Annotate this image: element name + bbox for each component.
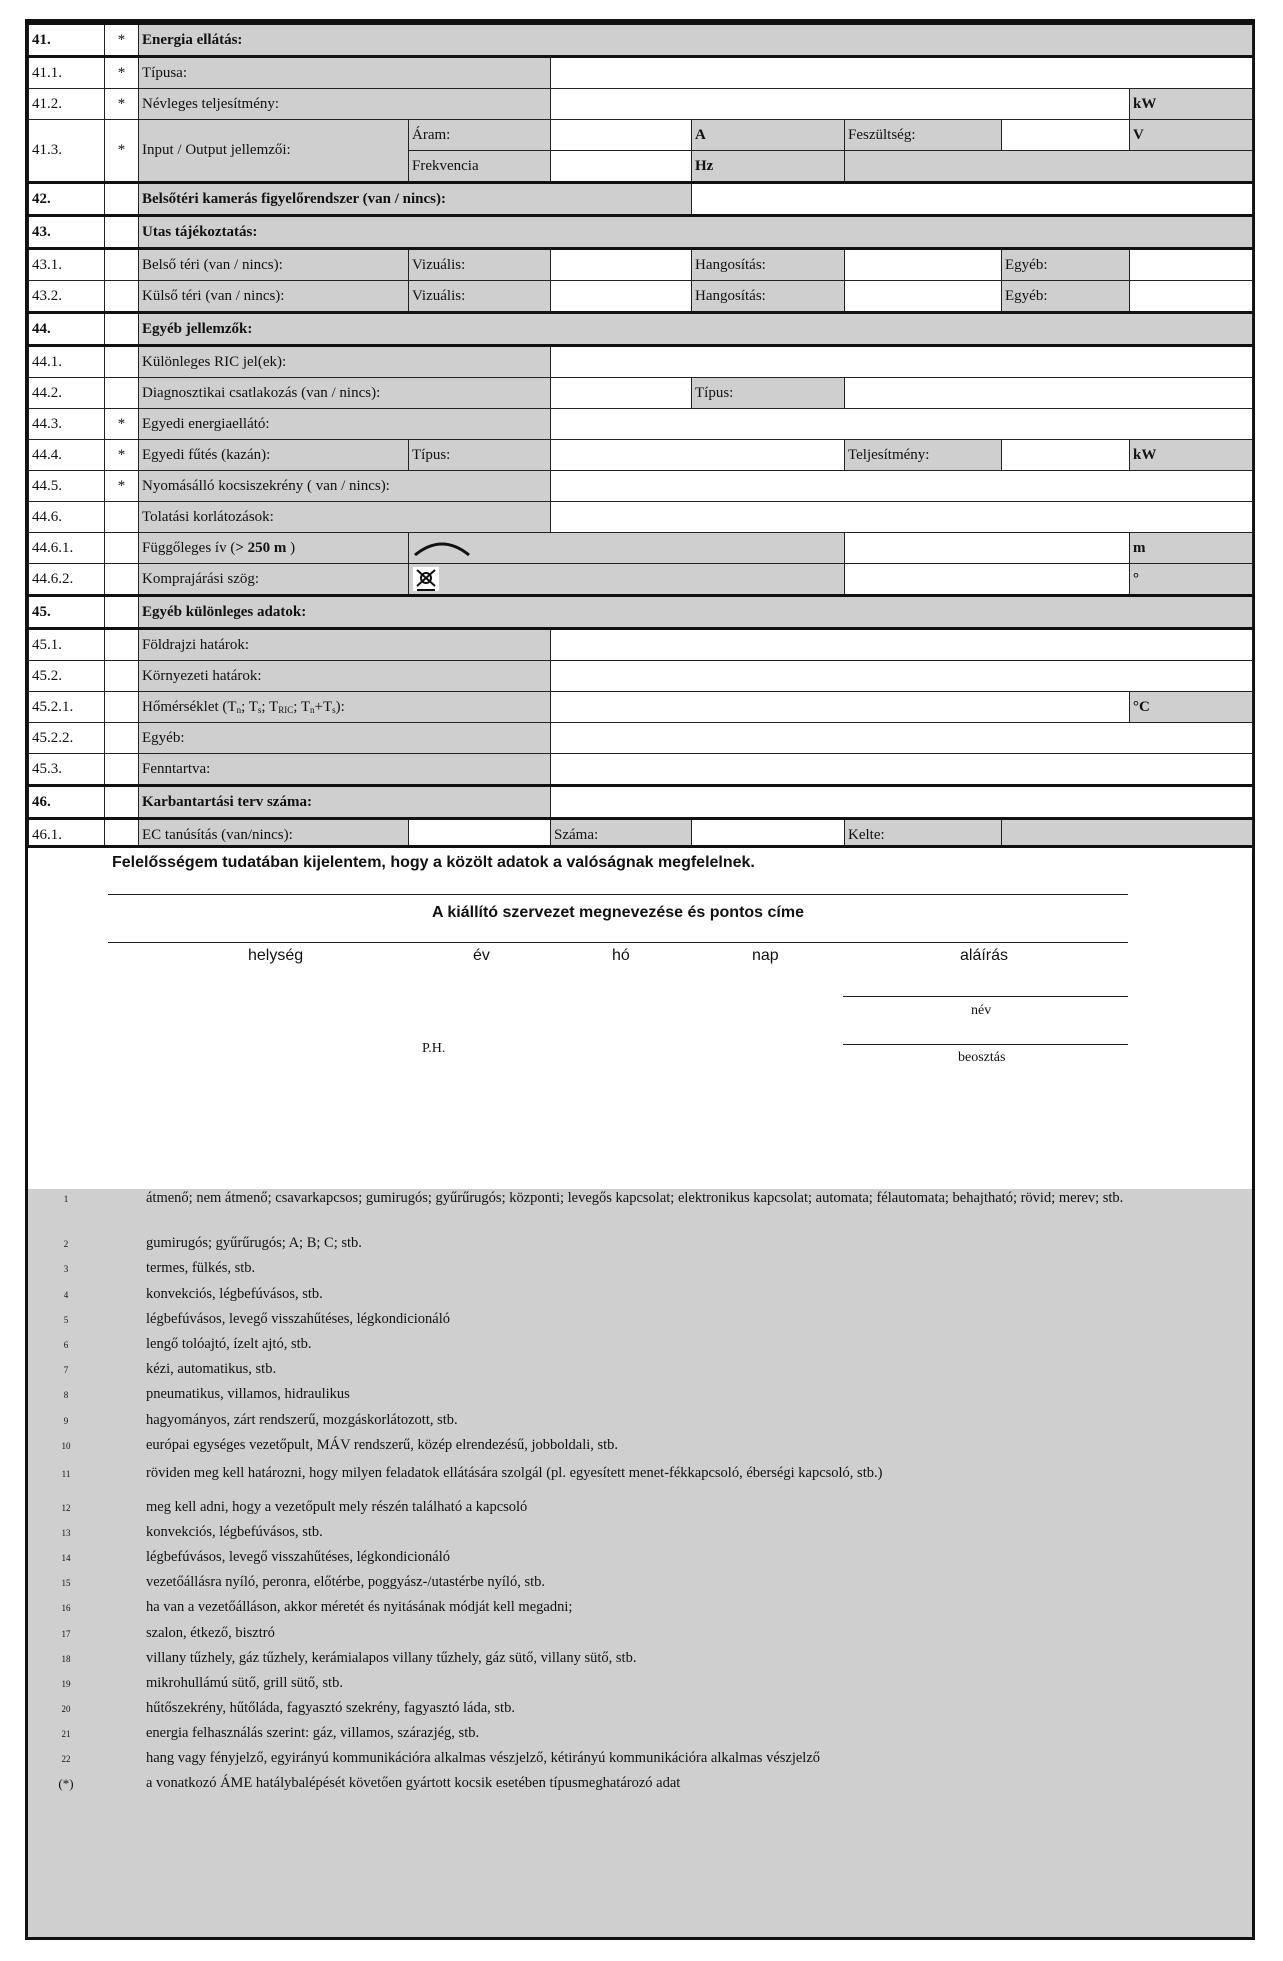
- row-45-3: [29, 754, 1253, 786]
- sound-label: Hangosítás:: [692, 249, 845, 281]
- footnote-number: 13: [61, 1528, 71, 1538]
- footnote-number: 18: [61, 1654, 71, 1664]
- vertical-curve-symbol-cell: [409, 533, 845, 564]
- frequency-label: Frekvencia: [409, 151, 551, 183]
- place-label: helység: [248, 947, 304, 964]
- required-mark: [105, 661, 139, 692]
- footnotes: [28, 1189, 1252, 1937]
- footnote-text: átmenő; nem átmenő; csavarkapcsos; gumirugós; gyűrűrugós; központi; levegős kapcsolat; elektronikus kapcsolat; automata; félautomata; behajtható; rövid; merev; stb.: [146, 1190, 1124, 1206]
- subscript: n: [310, 704, 315, 715]
- label-bold: > 250 m: [235, 539, 287, 556]
- voltage-label: Feszültség:: [845, 120, 1002, 151]
- diagnostic-field[interactable]: [551, 378, 692, 409]
- footnote-text: meg kell adni, hogy a vezetőpult mely részén található a kapcsoló: [146, 1499, 528, 1515]
- geographic-limits-field[interactable]: [551, 629, 1253, 661]
- label-part: ; T: [241, 698, 258, 715]
- date-label: Kelte:: [845, 819, 1002, 851]
- field-label: Egyedi energiaellátó:: [139, 409, 551, 440]
- section-title: Egyéb különleges adatok:: [139, 596, 1253, 629]
- visual-label: Vizuális:: [409, 249, 551, 281]
- footnote-text: lengő tolóajtó, ízelt ajtó, stb.: [146, 1336, 312, 1352]
- row-number: 44.6.1.: [29, 533, 105, 564]
- label-part: Függőleges ív (: [142, 539, 236, 556]
- place-date-line[interactable]: [108, 942, 1128, 943]
- footnote-number: 19: [61, 1679, 71, 1689]
- unit-label: Hz: [692, 151, 845, 183]
- row-46: [29, 786, 1253, 819]
- footnote-text: szalon, étkező, bisztró: [146, 1625, 275, 1641]
- row-45-1: [29, 629, 1253, 661]
- required-mark: [105, 346, 139, 378]
- row-44-2: [29, 378, 1253, 409]
- row-number: 46.1.: [29, 819, 105, 851]
- sound-field[interactable]: [845, 281, 1002, 313]
- row-number: 43.: [29, 216, 105, 249]
- type-label: Típus:: [692, 378, 845, 409]
- other-label: Egyéb:: [1002, 249, 1130, 281]
- section-title: Egyéb jellemzők:: [139, 313, 1253, 346]
- other-field[interactable]: [551, 723, 1253, 754]
- row-41-3a: [29, 120, 1253, 151]
- signature-label: aláírás: [960, 947, 1009, 964]
- heating-type-field[interactable]: [551, 440, 845, 471]
- ric-signal-field[interactable]: [551, 346, 1253, 378]
- footnote-number: 10: [61, 1441, 71, 1451]
- form-page: [25, 19, 1255, 1940]
- number-label: Száma:: [551, 819, 692, 851]
- unit-label: V: [1130, 120, 1253, 151]
- unit-label: °C: [1130, 692, 1253, 723]
- required-mark: [105, 533, 139, 564]
- footnote-text: hűtőszekrény, hűtőláda, fagyasztó szekrény, fagyasztó láda, stb.: [146, 1700, 515, 1716]
- row-44-4: [29, 440, 1253, 471]
- footnote-text: ha van a vezetőálláson, akkor méretét és nyitásának módját kell megadni;: [146, 1599, 573, 1615]
- month-label: hó: [612, 947, 630, 964]
- row-44-6-1: [29, 533, 1253, 564]
- row-43-1: [29, 249, 1253, 281]
- technical-data-table: [28, 22, 1253, 851]
- type-field[interactable]: [845, 378, 1253, 409]
- row-number: 41.1.: [29, 57, 105, 89]
- footnote-text: európai egységes vezetőpult, MÁV rendszerű, közép elrendezésű, jobboldali, stb.: [146, 1437, 619, 1453]
- label-part: ; T: [293, 698, 311, 715]
- row-number: 45.1.: [29, 629, 105, 661]
- field-label: Környezeti határok:: [139, 661, 551, 692]
- section-title: Utas tájékoztatás:: [139, 216, 1253, 249]
- year-label: év: [473, 947, 490, 964]
- field-label: Belső téri (van / nincs):: [139, 249, 409, 281]
- row-44: [29, 313, 1253, 346]
- current-label: Áram:: [409, 120, 551, 151]
- row-42: [29, 183, 1253, 216]
- row-number: 44.6.2.: [29, 564, 105, 596]
- required-mark: [105, 629, 139, 661]
- row-number: 43.2.: [29, 281, 105, 313]
- row-43-2: [29, 281, 1253, 313]
- subscript: s: [257, 704, 262, 715]
- other-label: Egyéb:: [1002, 281, 1130, 313]
- row-number: 41.3.: [29, 120, 105, 183]
- footnote-number: 16: [61, 1603, 71, 1613]
- required-mark: [105, 502, 139, 533]
- camera-system-field[interactable]: [692, 183, 1253, 216]
- footnote-text: kézi, automatikus, stb.: [146, 1361, 277, 1377]
- field-label: Egyéb:: [139, 723, 551, 754]
- label-part: +T: [314, 698, 333, 715]
- field-label: Tolatási korlátozások:: [139, 502, 551, 533]
- required-mark: [105, 564, 139, 596]
- frequency-field[interactable]: [551, 151, 692, 183]
- label-part: ): [286, 539, 296, 556]
- org-name-label: A kiállító szervezet megnevezése és pontos címe: [431, 904, 804, 921]
- footnote-number: 22: [61, 1754, 71, 1764]
- field-label: Különleges RIC jel(ek):: [139, 346, 551, 378]
- reserved-field[interactable]: [551, 754, 1253, 786]
- coupling-angle-icon: [412, 566, 440, 592]
- footnote-number: 4: [63, 1290, 69, 1300]
- field-label: [139, 692, 551, 723]
- field-label: EC tanúsítás (van/nincs):: [139, 819, 409, 851]
- required-mark: *: [105, 89, 139, 120]
- row-number: 44.5.: [29, 471, 105, 502]
- required-mark: *: [105, 57, 139, 89]
- field-label: Típusa:: [139, 57, 551, 89]
- coupling-angle-symbol-cell: [409, 564, 845, 596]
- row-number: 44.2.: [29, 378, 105, 409]
- blank-cell: [845, 151, 1253, 183]
- rated-power-field[interactable]: [551, 89, 1130, 120]
- row-41: [29, 24, 1253, 57]
- footnote-text: gumirugós; gyűrűrugós; A; B; C; stb.: [146, 1235, 362, 1251]
- footnote-number: 7: [63, 1365, 69, 1375]
- field-label: Komprajárási szög:: [139, 564, 409, 596]
- voltage-field[interactable]: [1002, 120, 1130, 151]
- visual-label: Vizuális:: [409, 281, 551, 313]
- subscript: RIC: [278, 704, 294, 715]
- footnote-number: (*): [58, 1776, 74, 1791]
- row-number: 45.: [29, 596, 105, 629]
- row-44-3: [29, 409, 1253, 440]
- footnote-text: pneumatikus, villamos, hidraulikus: [146, 1386, 350, 1402]
- footnote-number: 3: [63, 1264, 69, 1274]
- footnote-number: 17: [61, 1629, 71, 1639]
- required-mark: [105, 183, 139, 216]
- row-44-5: [29, 471, 1253, 502]
- power-label: Teljesítmény:: [845, 440, 1002, 471]
- row-number: 41.: [29, 24, 105, 57]
- section-title: Energia ellátás:: [139, 24, 1253, 57]
- footnote-text: villany tűzhely, gáz tűzhely, kerámialapos villany tűzhely, gáz sütő, villany sütő, stb.: [146, 1650, 637, 1666]
- footnote-number: 14: [61, 1553, 71, 1563]
- footnote-text: légbefúvásos, levegő visszahűtéses, légkondicionáló: [146, 1311, 451, 1327]
- footnote-text: konvekciós, légbefúvásos, stb.: [146, 1286, 323, 1302]
- coupling-angle-field[interactable]: [845, 564, 1130, 596]
- name-label: név: [971, 1003, 992, 1018]
- footnote-text: röviden meg kell határozni, hogy milyen feladatok ellátására szolgál (pl. egyesített menet-fékkapcsoló, éberségi kapcsoló, stb.): [146, 1465, 883, 1481]
- sound-field[interactable]: [845, 249, 1002, 281]
- field-label: Fenntartva:: [139, 754, 551, 786]
- footnote-text: hagyományos, zárt rendszerű, mozgáskorlátozott, stb.: [146, 1412, 458, 1428]
- row-number: 44.: [29, 313, 105, 346]
- maintenance-plan-field[interactable]: [551, 786, 1253, 819]
- vertical-curve-field[interactable]: [845, 533, 1130, 564]
- footnote-number: 1: [63, 1194, 69, 1204]
- required-mark: *: [105, 409, 139, 440]
- row-number: 45.2.1.: [29, 692, 105, 723]
- subscript: s: [332, 704, 336, 715]
- heating-power-field[interactable]: [1002, 440, 1130, 471]
- row-45-2-1: [29, 692, 1253, 723]
- required-mark: *: [105, 120, 139, 183]
- field-label: Földrajzi határok:: [139, 629, 551, 661]
- vertical-curve-icon: [412, 537, 472, 559]
- environment-limits-field[interactable]: [551, 661, 1253, 692]
- label-part: Hőmérséklet (T: [142, 698, 237, 715]
- footnote-text: légbefúvásos, levegő visszahűtéses, légkondicionáló: [146, 1549, 451, 1565]
- required-mark: [105, 378, 139, 409]
- energy-supply-field[interactable]: [551, 409, 1253, 440]
- required-mark: [105, 281, 139, 313]
- subscript: n: [236, 704, 242, 715]
- visual-field[interactable]: [551, 281, 692, 313]
- position-line[interactable]: [843, 1044, 1128, 1045]
- footnote-number: 9: [63, 1416, 69, 1426]
- type-field[interactable]: [551, 57, 1253, 89]
- footnote-text: konvekciós, légbefúvásos, stb.: [146, 1524, 323, 1540]
- row-number: 46.: [29, 786, 105, 819]
- required-mark: [105, 754, 139, 786]
- label-part: ):: [335, 698, 345, 715]
- stamp-label: P.H.: [422, 1041, 446, 1056]
- row-44-6-2: [29, 564, 1253, 596]
- row-number: 44.6.: [29, 502, 105, 533]
- required-mark: [105, 313, 139, 346]
- shunting-limits-field[interactable]: [551, 502, 1253, 533]
- footnote-text: termes, fülkés, stb.: [146, 1260, 256, 1276]
- field-label: Input / Output jellemzői:: [139, 120, 409, 183]
- current-field[interactable]: [551, 120, 692, 151]
- day-label: nap: [752, 947, 779, 964]
- footnote-number: 21: [61, 1729, 71, 1739]
- footnote-text: energia felhasználás szerint: gáz, villamos, szárazjég, stb.: [146, 1725, 480, 1741]
- required-mark: [105, 692, 139, 723]
- required-mark: [105, 596, 139, 629]
- footnote-number: 5: [63, 1315, 69, 1325]
- row-number: 44.1.: [29, 346, 105, 378]
- required-mark: [105, 249, 139, 281]
- footnote-number: 6: [63, 1340, 69, 1350]
- sound-label: Hangosítás:: [692, 281, 845, 313]
- footnote-number: 11: [61, 1469, 71, 1479]
- other-field[interactable]: [1130, 249, 1253, 281]
- signature-block: [28, 845, 1252, 1192]
- row-number: 45.2.2.: [29, 723, 105, 754]
- temperature-field[interactable]: [551, 692, 1130, 723]
- row-41-2: [29, 89, 1253, 120]
- type-label: Típus:: [409, 440, 551, 471]
- footnote-number: 2: [63, 1239, 69, 1249]
- field-label: [139, 533, 409, 564]
- row-number: 44.4.: [29, 440, 105, 471]
- field-label: Külső téri (van / nincs):: [139, 281, 409, 313]
- footnote-text: hang vagy fényjelző, egyirányú kommunikációra alkalmas vészjelző, kétirányú kommunikációra alkalmas vészjelző: [146, 1750, 821, 1766]
- row-45-2-2: [29, 723, 1253, 754]
- required-mark: *: [105, 440, 139, 471]
- row-number: 44.3.: [29, 409, 105, 440]
- footnote-text: vezetőállásra nyíló, peronra, előtérbe, poggyász-/utastérbe nyíló, stb.: [146, 1574, 546, 1590]
- field-label: Névleges teljesítmény:: [139, 89, 551, 120]
- field-label: Diagnosztikai csatlakozás (van / nincs):: [139, 378, 551, 409]
- required-mark: [105, 216, 139, 249]
- unit-label: m: [1130, 533, 1253, 564]
- footnote-number: 12: [61, 1503, 71, 1513]
- required-mark: *: [105, 471, 139, 502]
- visual-field[interactable]: [551, 249, 692, 281]
- unit-label: A: [692, 120, 845, 151]
- required-mark: *: [105, 24, 139, 57]
- section-title: Belsőtéri kamerás figyelőrendszer (van / nincs):: [139, 183, 692, 216]
- unit-label: kW: [1130, 89, 1253, 120]
- row-43: [29, 216, 1253, 249]
- section-title: Karbantartási terv száma:: [139, 786, 551, 819]
- required-mark: [105, 723, 139, 754]
- row-44-6: [29, 502, 1253, 533]
- pressure-body-field[interactable]: [551, 471, 1253, 502]
- row-44-1: [29, 346, 1253, 378]
- row-number: 41.2.: [29, 89, 105, 120]
- row-number: 42.: [29, 183, 105, 216]
- declaration-text: Felelősségem tudatában kijelentem, hogy a közölt adatok a valóságnak megfelelnek.: [112, 854, 755, 871]
- row-45: [29, 596, 1253, 629]
- row-number: 45.3.: [29, 754, 105, 786]
- label-part: ; T: [261, 698, 279, 715]
- unit-label: kW: [1130, 440, 1253, 471]
- footnote-text: a vonatkozó ÁME hatálybalépését követően gyártott kocsik esetében típusmeghatározó adat: [146, 1775, 681, 1791]
- row-45-2: [29, 661, 1253, 692]
- name-line[interactable]: [843, 996, 1128, 997]
- row-number: 43.1.: [29, 249, 105, 281]
- footnote-number: 20: [61, 1704, 71, 1714]
- row-number: 45.2.: [29, 661, 105, 692]
- other-field[interactable]: [1130, 281, 1253, 313]
- position-label: beosztás: [958, 1050, 1006, 1065]
- field-label: Nyomásálló kocsiszekrény ( van / nincs):: [139, 471, 551, 502]
- footnote-number: 8: [63, 1390, 69, 1400]
- field-label: Egyedi fűtés (kazán):: [139, 440, 409, 471]
- unit-label: °: [1130, 564, 1253, 596]
- footnote-text: mikrohullámú sütő, grill sütő, stb.: [146, 1675, 343, 1691]
- required-mark: [105, 786, 139, 819]
- footnote-number: 15: [61, 1578, 71, 1588]
- org-line: [108, 894, 1128, 895]
- row-41-1: [29, 57, 1253, 89]
